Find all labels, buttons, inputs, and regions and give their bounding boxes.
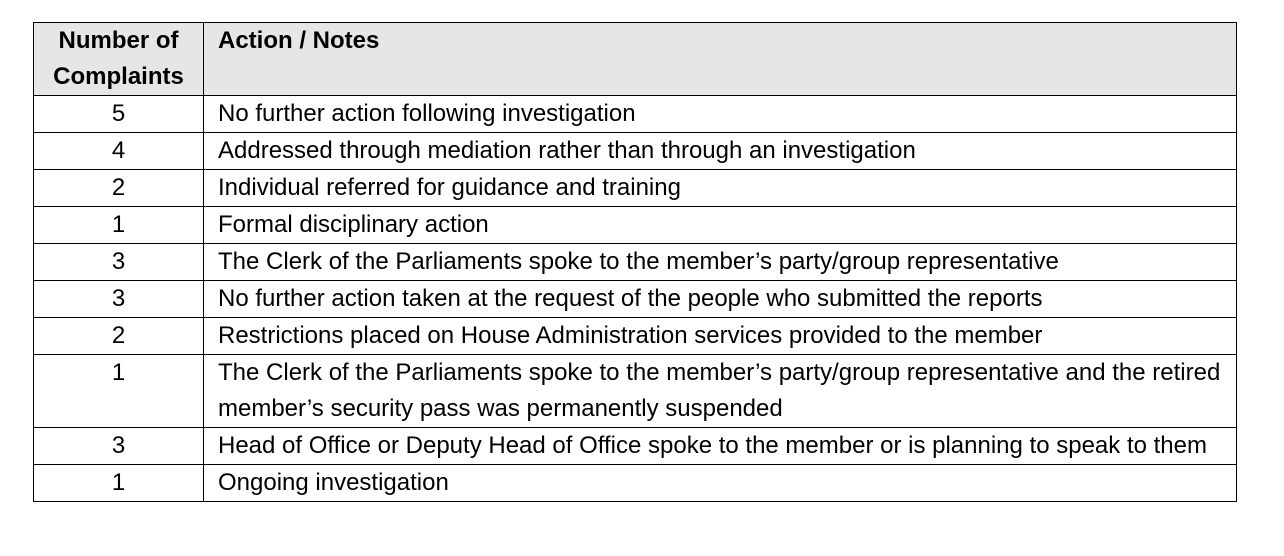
table-row [34,465,1237,502]
table-header [34,23,1237,96]
complaint-count: 3 [34,244,204,281]
table-row [34,96,1237,133]
header-number-of-complaints [34,23,204,96]
action-note: Head of Office or Deputy Head of Office spoke to the member or is planning to speak to them [204,428,1237,465]
table-row [34,244,1237,281]
table-row [34,281,1237,318]
action-note: No further action taken at the request of the people who submitted the reports [204,281,1237,318]
complaint-count: 2 [34,318,204,355]
action-note: The Clerk of the Parliaments spoke to the member’s party/group representative and the retired member’s security pass was permanently suspended [204,355,1237,428]
complaint-count: 1 [34,465,204,502]
complaint-count: 2 [34,170,204,207]
complaint-count: 4 [34,133,204,170]
table-row [34,170,1237,207]
table-row [34,318,1237,355]
action-note: No further action following investigation [204,96,1237,133]
table-row [34,133,1237,170]
header-number-line2: Complaints [53,63,184,90]
complaints-table [33,22,1237,502]
action-note: Formal disciplinary action [204,207,1237,244]
complaint-count: 1 [34,207,204,244]
complaint-count: 3 [34,428,204,465]
complaint-count: 1 [34,355,204,428]
table-row [34,207,1237,244]
table-row [34,428,1237,465]
action-note: Ongoing investigation [204,465,1237,502]
header-number-line1: Number of [58,27,179,54]
header-action-notes: Action / Notes [204,23,1237,96]
action-note: The Clerk of the Parliaments spoke to the member’s party/group representative [204,244,1237,281]
complaint-count: 5 [34,96,204,133]
action-note: Restrictions placed on House Administration services provided to the member [204,318,1237,355]
header-row [34,23,1237,96]
action-note: Individual referred for guidance and training [204,170,1237,207]
table-body [34,96,1237,502]
table-row [34,355,1237,428]
action-note: Addressed through mediation rather than through an investigation [204,133,1237,170]
complaint-count: 3 [34,281,204,318]
